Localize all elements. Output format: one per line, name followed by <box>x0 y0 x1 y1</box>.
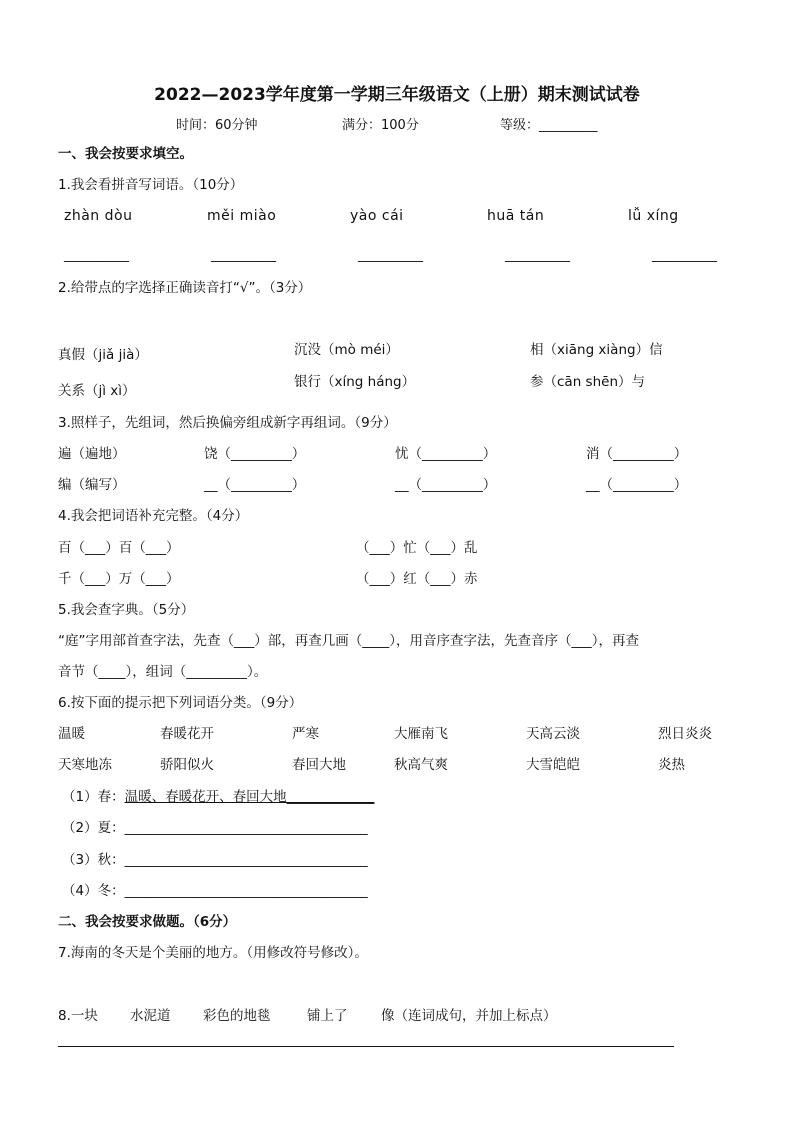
q8-word: 彩色的地毯 <box>203 1008 271 1024</box>
q1-answer-blank-5[interactable]: __________ <box>652 248 717 263</box>
q1-answer-blank-3[interactable]: __________ <box>358 248 423 263</box>
q1-label: 1.我会看拼音写词语。（10分） <box>58 177 244 193</box>
q3-row2-item: 编（编写） <box>58 477 126 493</box>
q8-word: 铺上了 <box>307 1008 348 1024</box>
q1-answer-blank-4[interactable]: __________ <box>505 248 570 263</box>
section-1-heading: 一、我会按要求填空。 <box>58 146 193 162</box>
q1-pinyin-4: huā tán <box>487 208 545 224</box>
q6-word: 天寒地冻 <box>58 757 112 773</box>
q5-text-line-2[interactable]: 音节（____），组词（_________）。 <box>58 664 268 680</box>
q2-label: 2.给带点的字选择正确读音打“√”。（3分） <box>58 280 312 296</box>
q6-word: 大雪皑皑 <box>526 757 580 773</box>
q4-item[interactable]: （___）红（___）赤 <box>356 571 478 587</box>
q6-spring-row[interactable] <box>62 785 374 805</box>
q4-item[interactable]: （___）忙（___）乱 <box>356 540 478 556</box>
q6-word: 温暖 <box>58 726 85 742</box>
q8-answer-line[interactable] <box>58 1040 674 1047</box>
q6-word: 秋高气爽 <box>394 757 448 773</box>
q6-summer-row[interactable]: （2）夏：____________________________________ <box>62 820 368 836</box>
q4-item[interactable]: 百（___）百（___） <box>58 540 180 556</box>
q6-word: 严寒 <box>292 726 319 742</box>
page-title: 2022—2023学年度第一学期三年级语文（上册）期末测试试卷 <box>154 85 640 105</box>
q6-spring-label: （1）春： <box>62 789 125 805</box>
q8-word: 像（连词成句，并加上标点） <box>381 1008 557 1024</box>
q3-row1-item[interactable]: 忧（_________） <box>395 446 497 462</box>
q6-autumn-row[interactable]: （3）秋：____________________________________ <box>62 852 368 868</box>
q1-answer-blank-2[interactable]: __________ <box>211 248 276 263</box>
q3-row1-item[interactable]: 消（_________） <box>586 446 688 462</box>
q1-pinyin-2: měi miào <box>207 208 277 224</box>
q6-word: 烈日炎炎 <box>658 726 712 742</box>
q4-label: 4.我会把词语补充完整。（4分） <box>58 508 249 524</box>
q5-text-line-1[interactable]: “庭”字用部首查字法，先查（___）部，再查几画（____），用音序查字法，先查音序（___），再查 <box>58 633 639 649</box>
q1-pinyin-3: yào cái <box>350 208 404 224</box>
q3-row2-item[interactable]: __（_________） <box>204 477 306 493</box>
q6-label: 6.按下面的提示把下列词语分类。（9分） <box>58 695 303 711</box>
q6-spring-answer[interactable]: 温暖、春暖花开、春回大地_____________ <box>124 789 375 805</box>
q6-winter-row[interactable]: （4）冬：____________________________________ <box>62 883 368 899</box>
q6-word: 炎热 <box>658 757 685 773</box>
q3-row2-item[interactable]: __（_________） <box>586 477 688 493</box>
q3-row1-item[interactable]: 饶（_________） <box>204 446 306 462</box>
section-2-heading: 二、我会按要求做题。（6分） <box>58 914 237 930</box>
q2-item[interactable]: 相（xiāng xiàng）信 <box>530 342 663 358</box>
q7-label: 7.海南的冬天是个美丽的地方。（用修改符号修改）。 <box>58 945 368 961</box>
q2-item[interactable]: 沉没（mò méi） <box>294 342 399 358</box>
q5-label: 5.我会查字典。（5分） <box>58 602 195 618</box>
q6-word: 春回大地 <box>292 757 346 773</box>
q1-pinyin-5: lǚ xíng <box>628 208 679 224</box>
q4-item[interactable]: 千（___）万（___） <box>58 571 180 587</box>
q2-item[interactable]: 真假（jiǎ jià） <box>58 347 148 363</box>
q6-word: 骄阳似火 <box>160 757 214 773</box>
exam-grade: 等级：_________ <box>500 118 598 133</box>
q1-pinyin-1: zhàn dòu <box>64 208 133 224</box>
q3-label: 3.照样子，先组词，然后换偏旁组成新字再组词。（9分） <box>58 415 397 431</box>
q6-word: 大雁南飞 <box>394 726 448 742</box>
q8-word: 水泥道 <box>130 1008 171 1024</box>
q3-row2-item[interactable]: __（_________） <box>395 477 497 493</box>
q1-answer-blank-1[interactable]: __________ <box>64 248 129 263</box>
exam-time: 时间：60分钟 <box>176 118 258 133</box>
q2-item[interactable]: 参（cān shēn）与 <box>530 374 645 390</box>
q8-word: 8.一块 <box>58 1008 98 1024</box>
q2-item[interactable]: 银行（xíng háng） <box>294 374 416 390</box>
q6-word: 天高云淡 <box>526 726 580 742</box>
q6-word: 春暖花开 <box>160 726 214 742</box>
exam-full-score: 满分：100分 <box>342 118 419 133</box>
q2-item[interactable]: 关系（jì xì） <box>58 383 136 399</box>
q3-row1-item: 遍（遍地） <box>58 446 126 462</box>
